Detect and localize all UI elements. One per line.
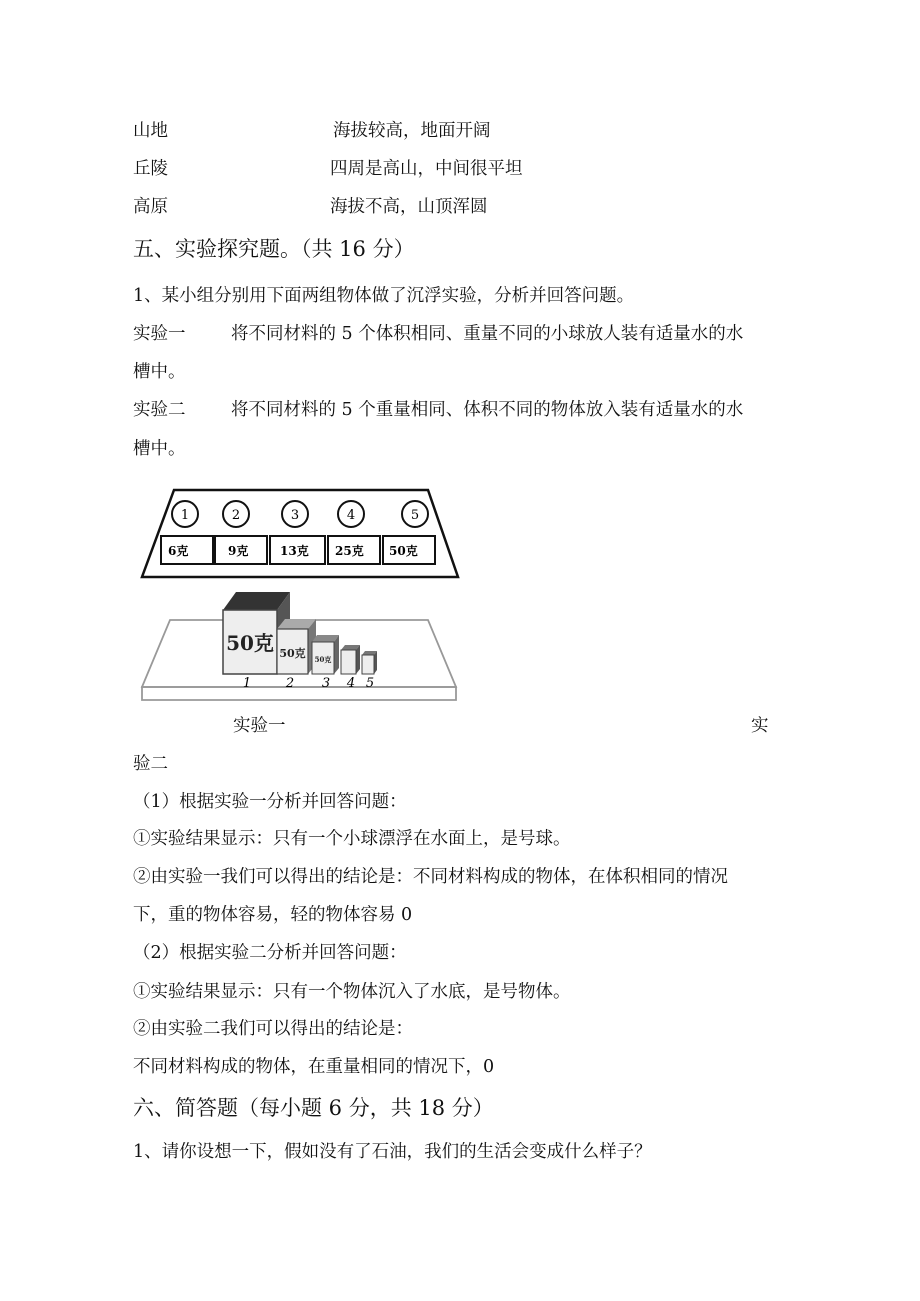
experiment-1-tray: [142, 490, 458, 577]
match-left-3: 高原: [133, 197, 168, 217]
question-1-text: 1、某小组分别用下面两组物体做了沉浮实验，分析并回答问题。: [133, 286, 635, 306]
block-label-3: 50克: [314, 655, 332, 664]
section-5-heading: 五、实验探究题。（共 16 分）: [133, 237, 415, 261]
experiment-illustration: [130, 482, 470, 712]
ball-weight-3: 13克: [280, 544, 309, 558]
experiment-2-label: 实验二: [133, 400, 186, 420]
ball-weight-5: 50克: [389, 544, 418, 558]
block-3-icon: [312, 635, 339, 674]
block-number-4: 4: [346, 676, 356, 691]
short-answer-question-1: 1、请你设想一下，假如没有了石油，我们的生活会变成什么样子？: [133, 1142, 652, 1162]
ball-weight-1: 6克: [168, 544, 189, 558]
block-number-5: 5: [365, 676, 375, 691]
experiment-1-label: 实验一: [133, 324, 186, 344]
experiment-2-platform: [142, 592, 456, 700]
sub-question-2-a: ①实验结果显示：只有一个物体沉入了水底，是号物体。: [133, 982, 571, 1002]
sub-question-1-a: ①实验结果显示：只有一个小球漂浮在水面上，是号球。: [133, 829, 571, 849]
section-6-heading: 六、简答题（每小题 6 分，共 18 分）: [133, 1096, 494, 1120]
figure-caption-right: 实: [751, 716, 769, 736]
ball-number-5: 5: [410, 508, 420, 523]
figure-caption-left: 实验一: [233, 716, 286, 736]
experiment-1-description-wrap: 槽中。: [133, 362, 186, 382]
figure-caption-right-wrap: 验二: [133, 754, 168, 774]
experiment-figure: [130, 482, 470, 716]
sub-question-1-b-wrap: 下，重的物体容易，轻的物体容易 0: [133, 905, 413, 925]
block-number-2: 2: [285, 676, 295, 691]
ball-number-4: 4: [346, 508, 356, 523]
block-2-icon: [277, 619, 316, 674]
block-label-2: 50克: [279, 647, 306, 660]
sub-question-1-heading: （1）根据实验一分析并回答问题：: [133, 792, 407, 812]
sub-question-2-b: ②由实验二我们可以得出的结论是：: [133, 1019, 413, 1039]
match-right-3: 海拔不高，山顶浑圆: [330, 197, 488, 217]
block-number-3: 3: [321, 676, 331, 691]
experiment-1-description: 将不同材料的 5 个体积相同、重量不同的小球放人装有适量水的水: [231, 324, 744, 344]
match-left-2: 丘陵: [133, 159, 168, 179]
ball-number-2: 2: [231, 508, 241, 523]
experiment-2-description-wrap: 槽中。: [133, 439, 186, 459]
sub-question-2-heading: （2）根据实验二分析并回答问题：: [133, 943, 407, 963]
match-right-1: 海拔较高，地面开阔: [333, 121, 491, 141]
block-4-icon: [341, 645, 360, 674]
ball-weight-2: 9克: [228, 544, 249, 558]
ball-weight-4: 25克: [335, 544, 364, 558]
match-right-2: 四周是高山，中间很平坦: [330, 159, 523, 179]
sub-question-2-b-answer: 不同材料构成的物体，在重量相同的情况下，0: [133, 1057, 495, 1077]
block-label-1: 50克: [226, 631, 274, 655]
experiment-2-description: 将不同材料的 5 个重量相同、体积不同的物体放入装有适量水的水: [231, 400, 744, 420]
block-5-icon: [362, 651, 377, 674]
match-left-1: 山地: [133, 121, 168, 141]
ball-number-3: 3: [290, 508, 300, 523]
block-number-1: 1: [242, 676, 252, 691]
ball-number-1: 1: [180, 508, 190, 523]
sub-question-1-b: ②由实验一我们可以得出的结论是：不同材料构成的物体，在体积相同的情况: [133, 867, 728, 887]
